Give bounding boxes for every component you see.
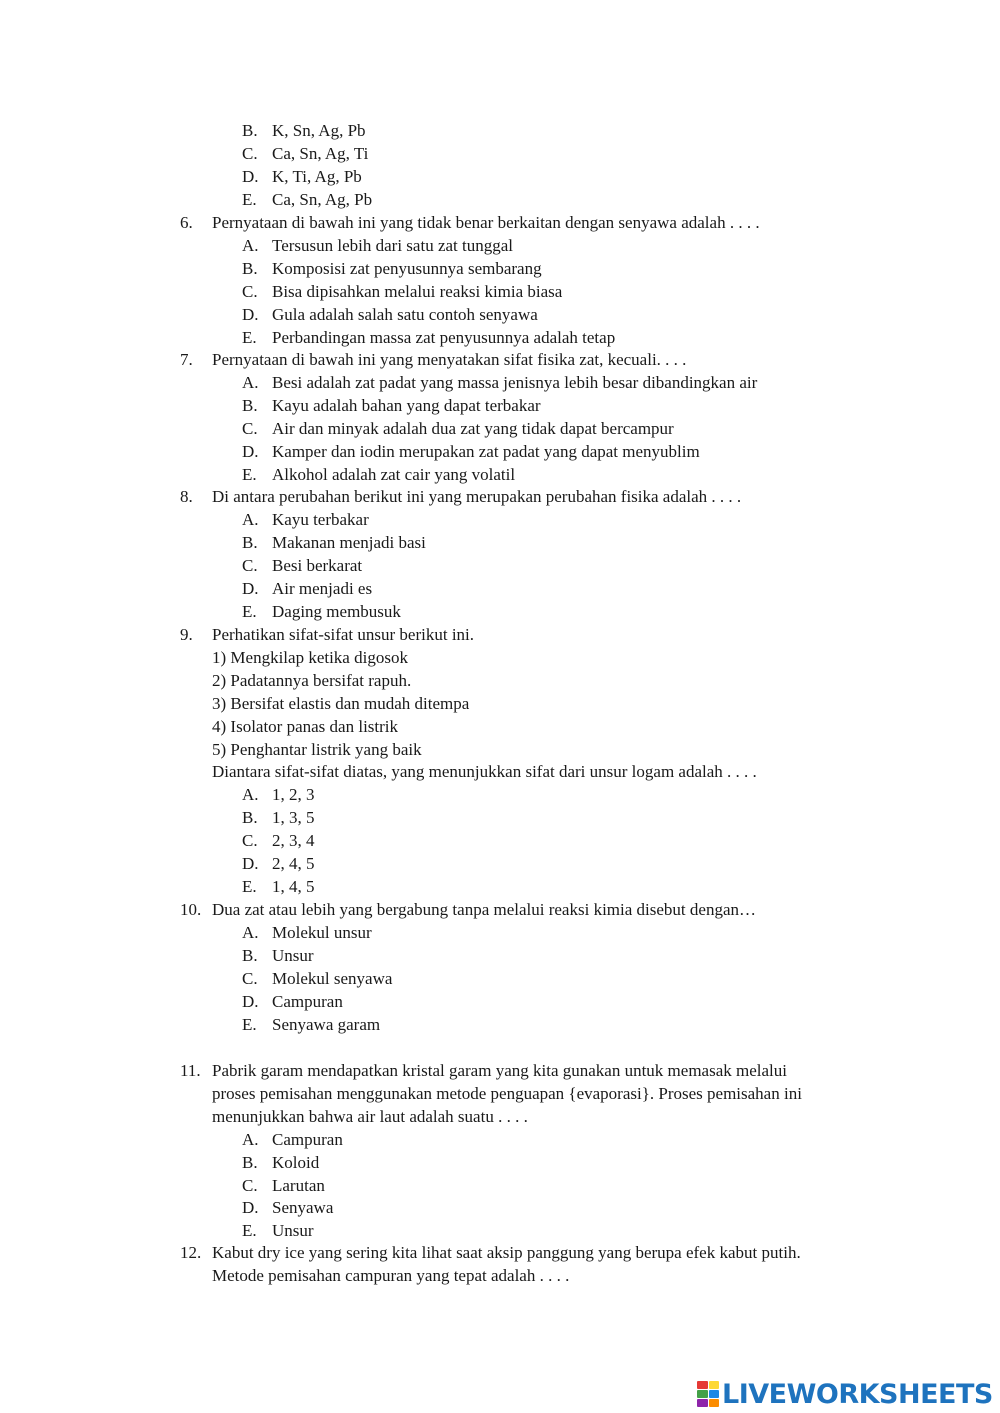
- option-text: Unsur: [272, 1221, 314, 1241]
- question-text: 1) Mengkilap ketika digosok: [212, 647, 408, 667]
- option-text: Besi berkarat: [272, 555, 363, 575]
- logo-square: [709, 1390, 720, 1398]
- option-letter: E.: [242, 1014, 257, 1034]
- question-text: 4) Isolator panas dan listrik: [212, 716, 399, 736]
- question-text: proses pemisahan menggunakan metode penguapan {evaporasi}. Proses pemisahan ini: [212, 1083, 802, 1103]
- option-text: 2, 3, 4: [272, 831, 315, 851]
- option-text: Campuran: [272, 1129, 343, 1149]
- option-text: Kamper dan iodin merupakan zat padat yang dapat menyublim: [272, 441, 700, 461]
- option-text: Ca, Sn, Ag, Pb: [272, 190, 373, 209]
- option-letter: C.: [242, 281, 258, 301]
- option-text: Komposisi zat penyusunnya sembarang: [272, 258, 542, 278]
- option-letter: E.: [242, 190, 257, 209]
- option-text: Molekul unsur: [272, 922, 372, 942]
- question-number: 11.: [180, 1061, 201, 1080]
- option-letter: B.: [242, 945, 258, 965]
- option-letter: D.: [242, 578, 259, 598]
- logo-grid-icon: [697, 1381, 719, 1407]
- question-number: 6.: [180, 213, 193, 232]
- option-letter: E.: [242, 1221, 257, 1241]
- question-number: 8.: [180, 487, 193, 506]
- option-letter: C.: [242, 968, 258, 988]
- question-text: Di antara perubahan berikut ini yang merupakan perubahan fisika adalah . . . .: [212, 487, 742, 506]
- option-text: Daging membusuk: [272, 601, 401, 621]
- option-text: Senyawa garam: [272, 1014, 381, 1034]
- option-letter: D.: [242, 167, 259, 186]
- liveworksheets-logo[interactable]: [697, 1378, 993, 1410]
- option-letter: B.: [242, 1152, 258, 1172]
- option-letter: B.: [242, 395, 258, 415]
- option-text: Perbandingan massa zat penyusunnya adalah tetap: [272, 327, 616, 347]
- question-text: 5) Penghantar listrik yang baik: [212, 739, 422, 759]
- option-letter: B.: [242, 258, 258, 278]
- option-letter: B.: [242, 532, 258, 552]
- option-letter: A.: [242, 922, 259, 942]
- option-text: Gula adalah salah satu contoh senyawa: [272, 304, 538, 324]
- question-number: 9.: [180, 625, 193, 644]
- question-text: Metode pemisahan campuran yang tepat adalah . . . .: [212, 1265, 570, 1285]
- question-text: Pernyataan di bawah ini yang menyatakan sifat fisika zat, kecuali. . . .: [212, 350, 687, 369]
- option-text: Larutan: [272, 1175, 325, 1195]
- option-letter: A.: [242, 372, 259, 392]
- question-text: Diantara sifat-sifat diatas, yang menunjukkan sifat dari unsur logam adalah . . . .: [212, 762, 757, 782]
- option-text: Bisa dipisahkan melalui reaksi kimia biasa: [272, 281, 563, 301]
- logo-square: [709, 1399, 720, 1407]
- question-number: 7.: [180, 350, 193, 369]
- question-text: 3) Bersifat elastis dan mudah ditempa: [212, 693, 470, 713]
- option-text: Kayu terbakar: [272, 509, 369, 529]
- question-text: 2) Padatannya bersifat rapuh.: [212, 670, 412, 690]
- option-text: 1, 2, 3: [272, 785, 315, 805]
- option-letter: B.: [242, 808, 258, 828]
- option-letter: A.: [242, 1129, 259, 1149]
- logo-square: [709, 1381, 720, 1389]
- option-text: 1, 4, 5: [272, 876, 315, 896]
- question-text: Kabut dry ice yang sering kita lihat saat aksip panggung yang berupa efek kabut putih.: [212, 1243, 801, 1262]
- option-letter: C.: [242, 144, 258, 163]
- question-number: 10.: [180, 900, 202, 919]
- option-letter: E.: [242, 601, 257, 621]
- option-text: Tersusun lebih dari satu zat tunggal: [272, 235, 513, 255]
- question-number: 12.: [180, 1243, 202, 1262]
- option-letter: E.: [242, 876, 257, 896]
- option-letter: D.: [242, 441, 259, 461]
- option-letter: C.: [242, 831, 258, 851]
- question-text: Perhatikan sifat-sifat unsur berikut ini.: [212, 625, 475, 644]
- option-letter: A.: [242, 785, 259, 805]
- option-text: Campuran: [272, 991, 343, 1011]
- option-letter: E.: [242, 464, 257, 484]
- option-letter: A.: [242, 509, 259, 529]
- option-letter: C.: [242, 555, 258, 575]
- option-letter: D.: [242, 1198, 259, 1218]
- option-letter: D.: [242, 854, 259, 873]
- option-text: Alkohol adalah zat cair yang volatil: [272, 464, 516, 484]
- question-text: menunjukkan bahwa air laut adalah suatu . . . .: [212, 1106, 528, 1126]
- option-text: Kayu adalah bahan yang dapat terbakar: [272, 395, 541, 415]
- option-letter: C.: [242, 418, 258, 438]
- option-letter: B.: [242, 121, 258, 140]
- question-text: Dua zat atau lebih yang bergabung tanpa melalui reaksi kimia disebut dengan…: [212, 900, 756, 919]
- logo-square: [697, 1390, 708, 1398]
- option-text: Air dan minyak adalah dua zat yang tidak dapat bercampur: [272, 418, 674, 438]
- option-letter: A.: [242, 235, 259, 255]
- option-text: Besi adalah zat padat yang massa jenisnya lebih besar dibandingkan air: [272, 372, 758, 392]
- option-text: K, Ti, Ag, Pb: [272, 167, 362, 186]
- option-text: Senyawa: [272, 1198, 334, 1218]
- logo-text: LIVEWORKSHEETS: [722, 1378, 993, 1410]
- option-text: Air menjadi es: [272, 578, 373, 598]
- option-text: K, Sn, Ag, Pb: [272, 121, 366, 140]
- question-text: Pernyataan di bawah ini yang tidak benar berkaitan dengan senyawa adalah . . . .: [212, 213, 760, 232]
- logo-square: [697, 1399, 708, 1407]
- option-text: Unsur: [272, 945, 314, 965]
- option-letter: C.: [242, 1175, 258, 1195]
- option-text: Makanan menjadi basi: [272, 532, 426, 552]
- option-text: 2, 4, 5: [272, 854, 315, 873]
- option-text: Koloid: [272, 1152, 320, 1172]
- logo-square: [697, 1381, 708, 1389]
- option-text: Ca, Sn, Ag, Ti: [272, 144, 369, 163]
- option-text: 1, 3, 5: [272, 808, 315, 828]
- option-letter: E.: [242, 327, 257, 347]
- question-text: Pabrik garam mendapatkan kristal garam yang kita gunakan untuk memasak melalui: [212, 1061, 787, 1080]
- option-letter: D.: [242, 991, 259, 1011]
- option-text: Molekul senyawa: [272, 968, 393, 988]
- option-letter: D.: [242, 304, 259, 324]
